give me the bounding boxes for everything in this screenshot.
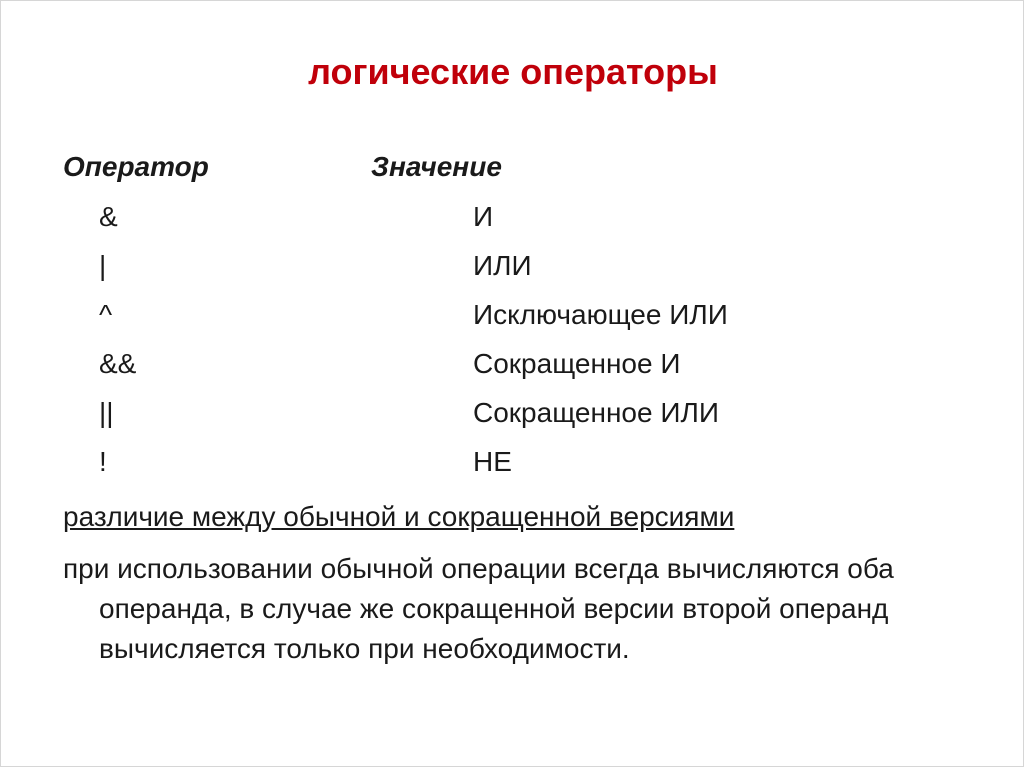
slide-title: логические операторы (308, 51, 718, 92)
operator-row (1, 250, 1024, 299)
operator-table-header (1, 151, 1024, 191)
difference-heading: различие между обычной и сокращенной версиями (63, 501, 735, 532)
operator-symbol: | (99, 250, 107, 281)
operator-meaning: Сокращенное ИЛИ (473, 397, 719, 428)
operator-meaning: НЕ (473, 446, 512, 477)
operator-symbol: && (99, 348, 137, 379)
operator-row (1, 299, 1024, 348)
operator-meaning: Исключающее ИЛИ (473, 299, 728, 330)
operator-meaning: ИЛИ (473, 250, 532, 281)
operator-symbol: || (99, 397, 114, 428)
operator-symbol: & (99, 201, 118, 232)
operator-row (1, 397, 1024, 446)
operator-meaning: Сокращенное И (473, 348, 681, 379)
operator-meaning: И (473, 201, 494, 232)
operator-symbol: ! (99, 446, 107, 477)
operator-symbol: ^ (99, 299, 113, 330)
operator-table (1, 201, 1024, 495)
column-header-meaning: Значение (371, 151, 502, 182)
operator-row (1, 446, 1024, 495)
explanation-text: при использовании обычной операции всегда вычисляются оба операнда, в случае же сокращенной версии второй операнд вычисляется только при необходимости. (63, 553, 894, 664)
operator-row (1, 201, 1024, 250)
operator-row (1, 348, 1024, 397)
column-header-operator: Оператор (63, 151, 209, 182)
